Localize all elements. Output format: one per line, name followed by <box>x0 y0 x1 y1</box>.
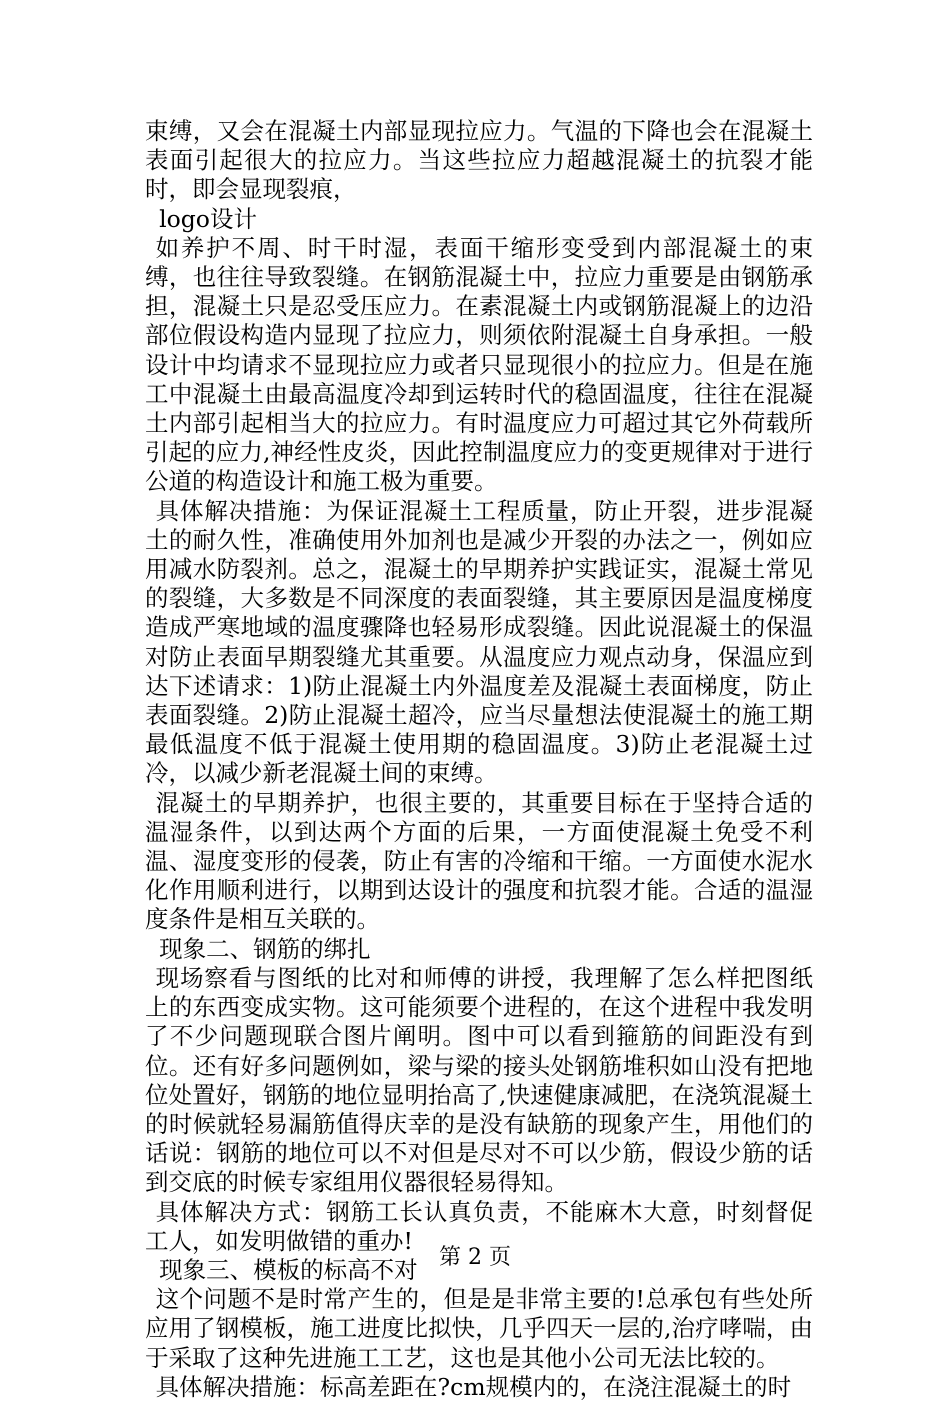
section-heading: 现象三、模板的标高不对 <box>159 1255 418 1284</box>
page-number: 第 2 页 <box>439 1245 511 1270</box>
paragraph: 具体解决措施：为保证混凝土工程质量，防止开裂，进步混凝土的耐久性，准确使用外加剂也是减少开裂的办法之一，例如应用减水防裂剂。总之，混凝土的早期养护实践证实，混凝土常见的裂缝，大多数是不同深度的表面裂缝，其主要原因是温度梯度造成严寒地域的温度骤降也轻易形成裂缝。因此说混凝土的保温对防止表面早期裂缝尤其重要。从温度应力观点动身，保温应到达下述请求：1)防止混凝土内外温度差及混凝土表面梯度，防止表面裂缝。2)防止混凝土超冷，应当尽量想法使混凝土的施工期最低温度不低于混凝土使用期的稳固温度。3)防止老混凝土过冷，以减少新老混凝土间的束缚。 <box>145 496 813 788</box>
paragraph: 混凝土的早期养护，也很主要的，其重要目标在于坚持合适的温湿条件，以到达两个方面的后果，一方面使混凝土免受不利温、湿度变形的侵袭，防止有害的冷缩和干缩。一方面使水泥水化作用顺利进行，以期到达设计的强度和抗裂才能。合适的温湿度条件是相互关联的。 <box>145 788 813 934</box>
body-text <box>145 117 813 1402</box>
paragraph-logo-line: logo设计 <box>159 204 257 233</box>
paragraph: 具体解决措施：标高差距在?cm规模内的，在浇注混凝土的时 <box>155 1372 792 1401</box>
section-heading: 现象二、钢筋的绑扎 <box>159 934 371 963</box>
paragraph: 具体解决方式：钢筋工长认真负责，不能麻木大意，时刻督促工人，如发明做错的重办! <box>145 1197 813 1255</box>
paragraph: 现场察看与图纸的比对和师傅的讲授，我理解了怎么样把图纸上的东西变成实物。这可能须要个进程的，在这个进程中我发明了不少问题现联合图片阐明。图中可以看到箍筋的间距没有到位。还有好多问题例如，梁与梁的接头处钢筋堆积如山没有把地位处置好，钢筋的地位显明抬高了,快速健康减肥，在浇筑混凝土的时候就轻易漏筋值得庆幸的是没有缺筋的现象产生，用他们的话说：钢筋的地位可以不对但是尽对不可以少筋，假设少筋的话到交底的时候专家组用仪器很轻易得知。 <box>145 963 813 1197</box>
paragraph: 如养护不周、时干时湿，表面干缩形变受到内部混凝土的束缚，也往往导致裂缝。在钢筋混凝土中，拉应力重要是由钢筋承担，混凝土只是忍受压应力。在素混凝土内或钢筋混凝上的边沿部位假设构造内显现了拉应力，则须依附混凝土自身承担。一般设计中均请求不显现拉应力或者只显现很小的拉应力。但是在施工中混凝土由最高温度冷却到运转时代的稳固温度，往往在混凝土内部引起相当大的拉应力。有时温度应力可超过其它外荷载所引起的应力,神经性皮炎，因此控制温度应力的变更规律对于进行公道的构造设计和施工极为重要。 <box>145 233 813 496</box>
paragraph: 束缚，又会在混凝土内部显现拉应力。气温的下降也会在混凝土表面引起很大的拉应力。当这些拉应力超越混凝土的抗裂才能时，即会显现裂痕， <box>145 117 813 204</box>
paragraph: 这个问题不是时常产生的，但是是非常主要的!总承包有些处所应用了钢模板，施工进度比拟快，几乎四天一层的,治疗哮喘，由于采取了这种先进施工工艺，这也是其他小公司无法比较的。 <box>145 1285 813 1372</box>
